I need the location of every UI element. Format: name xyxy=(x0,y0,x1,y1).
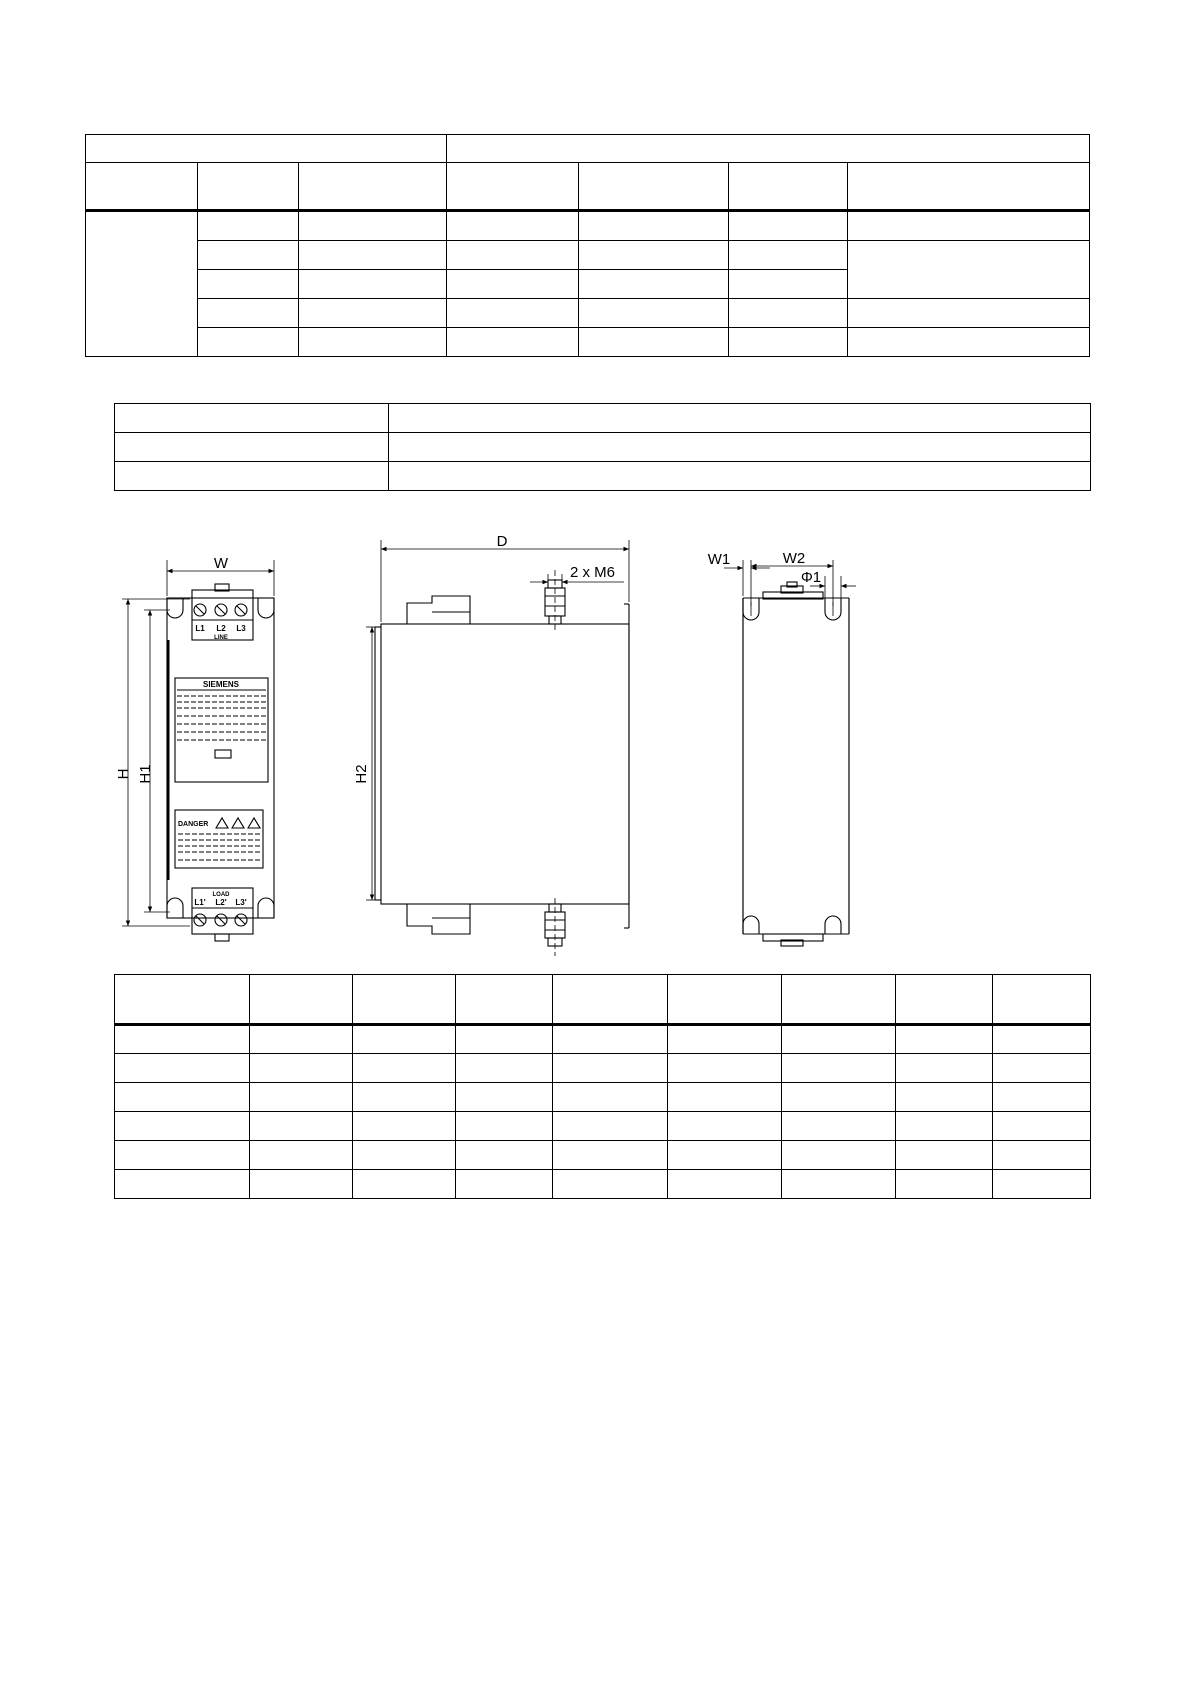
front-view-drawing xyxy=(122,560,274,941)
dim-w1-label: W1 xyxy=(707,551,731,568)
line-terminal-2: L2 xyxy=(216,624,226,633)
load-terminal-1: L1' xyxy=(194,898,206,907)
dim-w-label: W xyxy=(213,555,229,572)
load-terminal-2: L2' xyxy=(215,898,227,907)
table-row xyxy=(115,1141,1091,1170)
dimensions-table xyxy=(114,974,1091,1199)
dim-phi1-label: Φ1 xyxy=(800,569,822,586)
table-row xyxy=(115,1112,1091,1141)
dim-h2-label: H2 xyxy=(353,764,370,784)
line-terminal-3: L3 xyxy=(236,624,246,633)
dim-w2-label: W2 xyxy=(782,550,806,567)
load-terminal-3: L3' xyxy=(235,898,247,907)
dim-h1-label: H1 xyxy=(137,764,154,784)
table-row xyxy=(115,975,1091,1025)
side-view-labels xyxy=(353,533,615,784)
dim-d-label: D xyxy=(496,533,508,550)
brand-logo-text: SIEMENS xyxy=(202,680,240,689)
back-view-drawing xyxy=(724,560,856,946)
load-caption: LOAD xyxy=(212,892,230,898)
side-view-drawing xyxy=(366,540,629,956)
table-row xyxy=(115,1025,1091,1054)
table-row xyxy=(115,1054,1091,1083)
danger-label: DANGER xyxy=(178,821,209,828)
line-terminal-1: L1 xyxy=(195,624,205,633)
dim-thread-label: 2 x M6 xyxy=(570,564,616,581)
table-row xyxy=(115,1170,1091,1199)
table-row xyxy=(115,1083,1091,1112)
line-caption: LINE xyxy=(214,635,228,641)
dim-h-label: H xyxy=(115,768,132,780)
